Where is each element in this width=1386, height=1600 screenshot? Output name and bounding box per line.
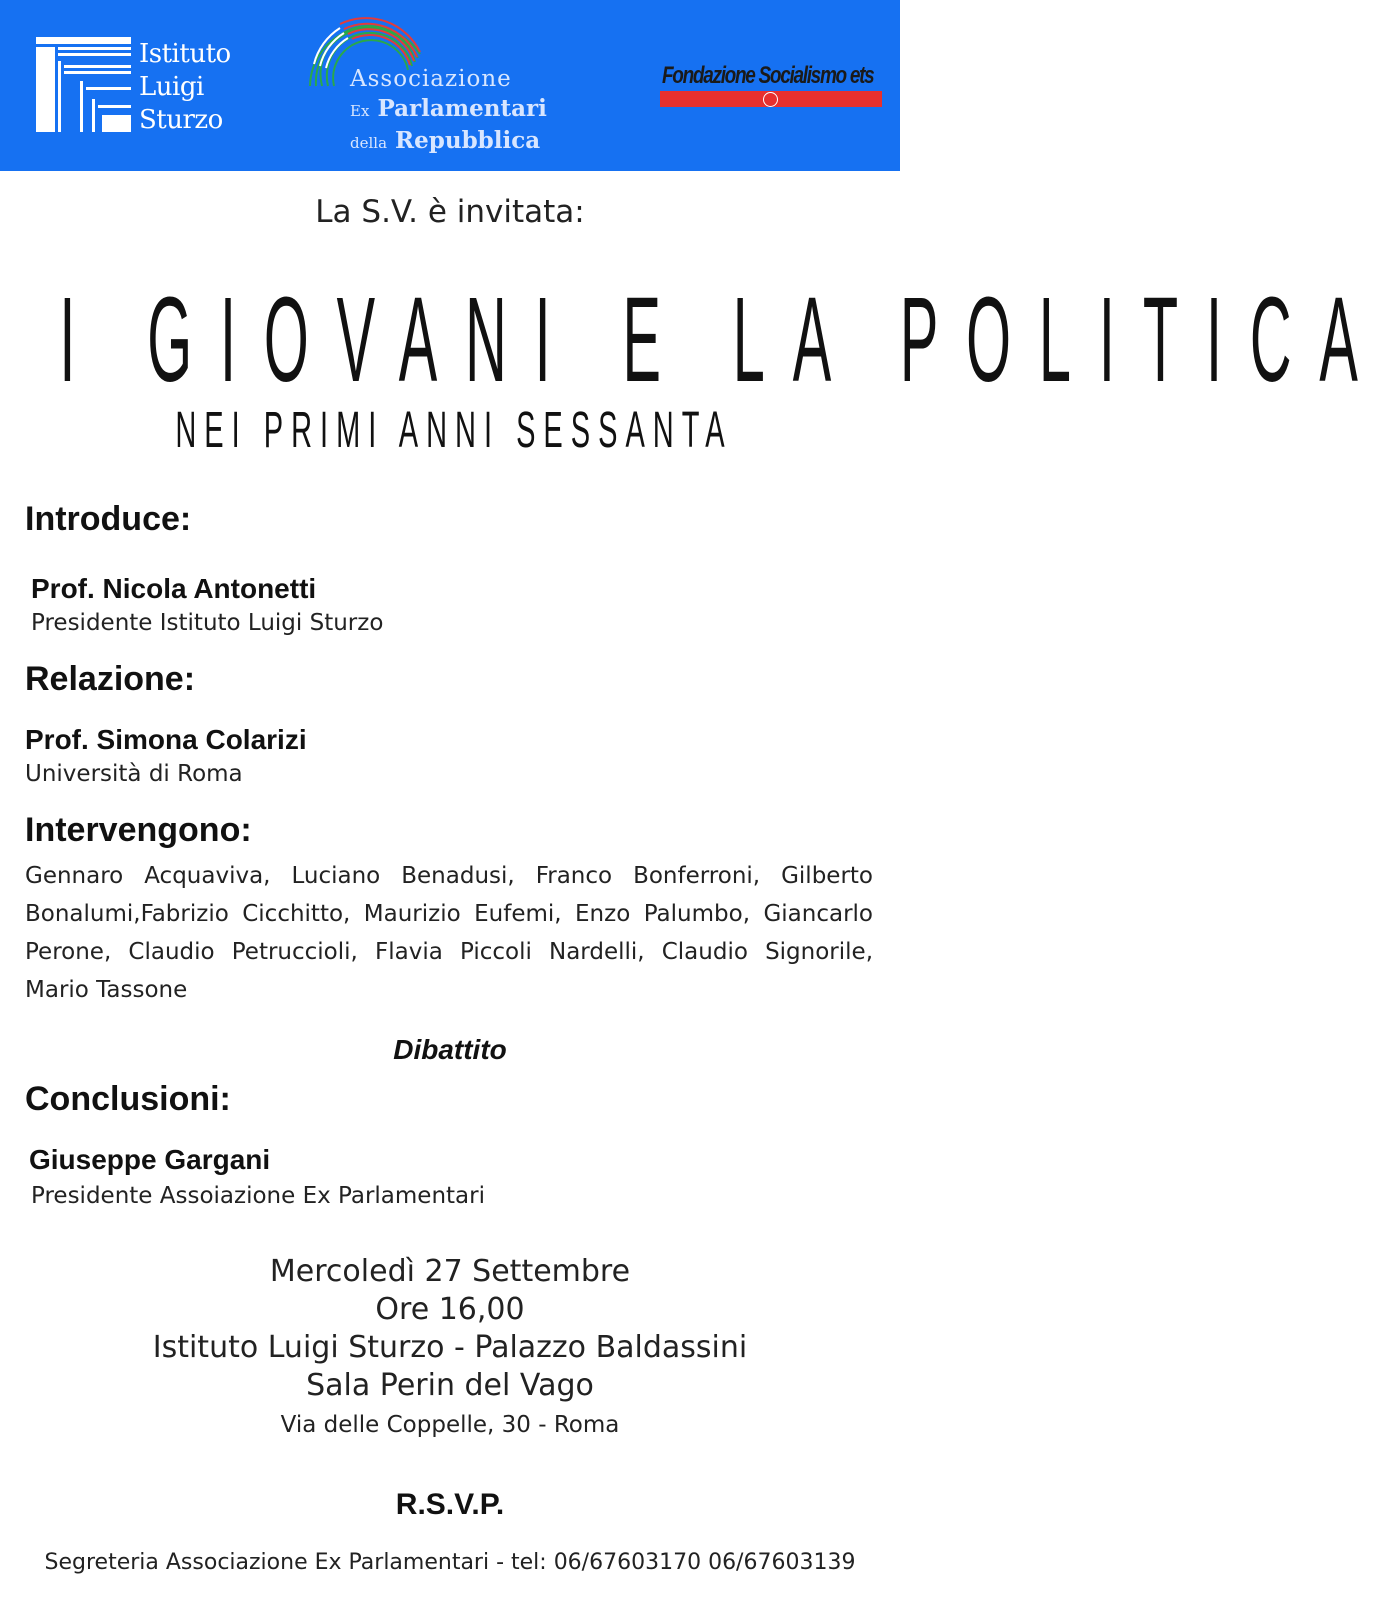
event-details (0, 1253, 900, 1445)
rsvp-label: R.S.V.P. (395, 1488, 505, 1521)
header-banner (0, 0, 900, 171)
relazione-heading: Relazione: (25, 660, 196, 698)
fondazione-wordmark: Fondazione Socialismo ets (662, 63, 874, 90)
invitation-line: La S.V. è invitata: (315, 194, 585, 230)
event-time: Ore 16,00 (375, 1292, 525, 1327)
relazione-speaker-role: Università di Roma (25, 761, 243, 787)
introduce-speaker-role: Presidente Istituto Luigi Sturzo (31, 610, 384, 636)
introduce-speaker-name: Prof. Nicola Antonetti (31, 573, 317, 604)
associazione-ex-parlamentari-logo (300, 14, 560, 159)
fondazione-socialismo-logo (660, 63, 882, 111)
event-subtitle: NEI PRIMI ANNI SESSANTA (175, 403, 733, 459)
intervengono-speakers-list: Gennaro Acquaviva, Luciano Benadusi, Franco Bonferroni, Gilberto Bonalumi,Fabrizio Cicchitto, Maurizio Eufemi, Enzo Palumbo, Giancarlo Perone, Claudio Petruccioli, Flavia Piccoli Nardelli, Claudio Signorile, Mario Tassone (25, 863, 873, 1003)
event-date: Mercoledì 27 Settembre (269, 1254, 631, 1289)
event-room: Sala Perin del Vago (306, 1368, 594, 1403)
event-title: I GIOVANI E LA POLITICA (59, 273, 1386, 409)
istituto-sturzo-logo (36, 37, 246, 137)
associazione-wordmark: Associazione Ex Parlamentari della Repubblica (350, 66, 547, 154)
conclusioni-speaker-name: Giuseppe Gargani (29, 1144, 271, 1175)
introduce-heading: Introduce: (25, 500, 192, 538)
event-address: Via delle Coppelle, 30 - Roma (280, 1412, 620, 1438)
conclusioni-speaker-role: Presidente Assoiazione Ex Parlamentari (31, 1183, 485, 1209)
rsvp-contact: Segreteria Associazione Ex Parlamentari - tel: 06/67603170 06/67603139 (44, 1550, 856, 1575)
column-icon (36, 37, 136, 137)
circle-icon (763, 92, 778, 107)
conclusioni-heading: Conclusioni: (25, 1080, 231, 1118)
relazione-speaker-name: Prof. Simona Colarizi (25, 724, 307, 755)
event-venue: Istituto Luigi Sturzo - Palazzo Baldassini (152, 1330, 748, 1365)
dibattito-label: Dibattito (393, 1034, 507, 1065)
intervengono-heading: Intervengono: (25, 811, 252, 849)
sturzo-wordmark: Istituto Luigi Sturzo (139, 39, 231, 135)
